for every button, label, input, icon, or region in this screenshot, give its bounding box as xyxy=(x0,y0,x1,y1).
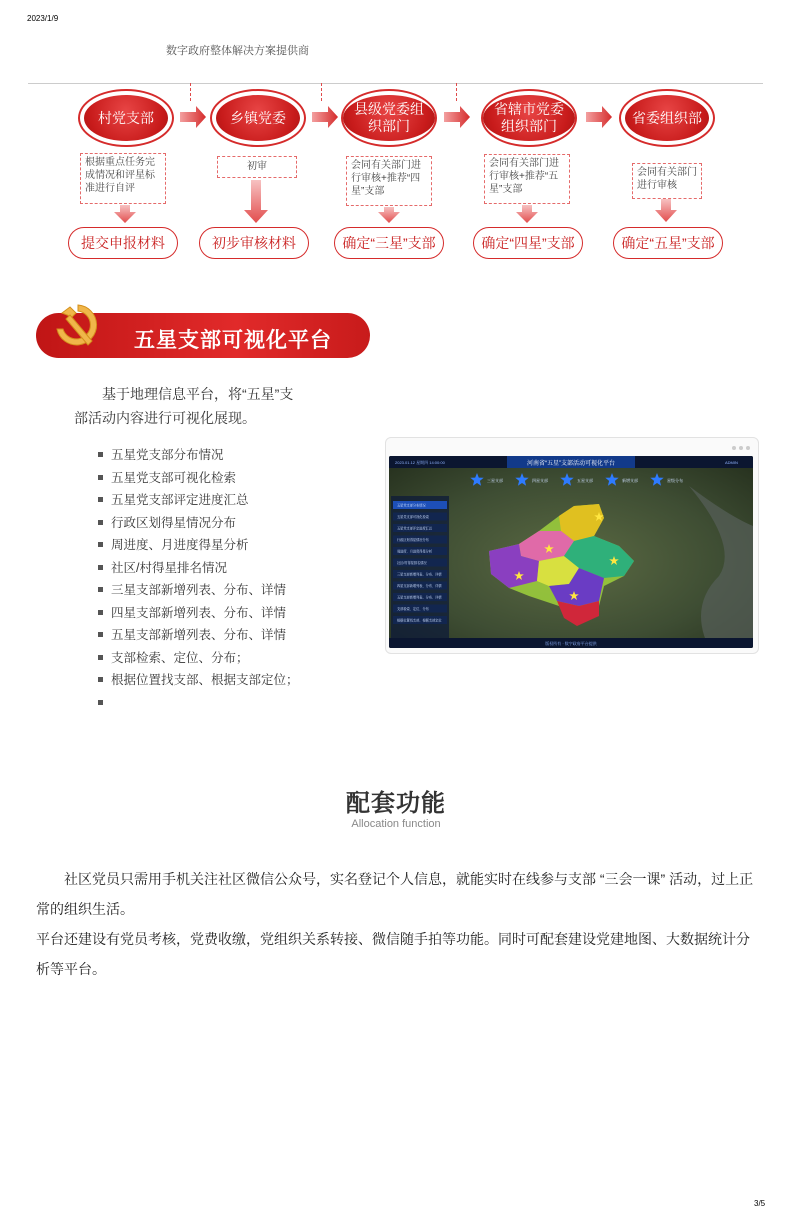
right-arrow-icon xyxy=(180,106,206,128)
star-label: 新增支部 xyxy=(622,478,638,483)
stage-result-4: 确定“四星”支部 xyxy=(473,227,583,259)
print-date: 2023/1/9 xyxy=(27,14,59,23)
screenshot-menu-label: 根据位置找支部、根据支部定位 xyxy=(397,618,442,623)
hammer-sickle-icon xyxy=(48,299,104,355)
screenshot-menu-label: 五星党支部分布情况 xyxy=(397,503,426,508)
platform-screenshot xyxy=(389,456,753,648)
feature-list-item: 五星党支部可视化检索 xyxy=(98,469,299,492)
stage-label: 村党支部 xyxy=(84,95,168,141)
section2-paragraph-2: 平台还建设有党员考核，党费收缴，党组织关系转接、微信随手拍等功能。同时可配套建设党建地图、大数据统计分析等平台。 xyxy=(36,931,750,977)
feature-list-item: 五星党支部分布情况 xyxy=(98,446,299,469)
down-arrow-icon xyxy=(244,180,268,223)
feature-list-item: 行政区划得星情况分布 xyxy=(98,514,299,537)
screenshot-menu-label: 四星支部新增列表、分布、详情 xyxy=(397,584,442,588)
window-dots-icon xyxy=(732,446,750,450)
section-intro: 基于地理信息平台，将“五星”支部活动内容进行可视化展现。 xyxy=(74,386,294,426)
screenshot-menu-label: 社区/村得星排名情况 xyxy=(397,561,427,565)
star-label: 三星支部 xyxy=(487,478,503,483)
feature-list-item: 支部检索、定位、分布； xyxy=(98,649,299,672)
right-arrow-icon xyxy=(444,106,470,128)
down-arrow-icon xyxy=(516,205,538,223)
map-image xyxy=(389,456,753,648)
star-label: 五星支部 xyxy=(577,478,593,483)
flow-arrows xyxy=(0,0,792,260)
right-arrow-icon xyxy=(312,106,338,128)
star-label: 四星支部 xyxy=(532,478,548,483)
down-arrow-icon xyxy=(655,199,677,222)
feature-list-item xyxy=(98,694,299,717)
page-number: 3/5 xyxy=(754,1199,766,1208)
stage-label: 省委组织部 xyxy=(625,95,709,141)
star-label: 星级分布 xyxy=(667,478,683,483)
stage-result-1: 提交申报材料 xyxy=(68,227,178,259)
screenshot-menu-label: 五星党支部可视化检索 xyxy=(397,515,429,519)
stage-note-1: 根据重点任务完成情况和评星标准进行自评 xyxy=(80,153,166,204)
stage-note-4: 会同有关部门进行审核+推荐“五星”支部 xyxy=(484,154,570,204)
screenshot-topbar-left: 2023.01.12 星期四 14:00:00 xyxy=(395,460,445,465)
feature-list-item: 五星支部新增列表、分布、详情 xyxy=(98,626,299,649)
screenshot-footer: 版权所有 · 数字政府平台提供 xyxy=(545,641,597,646)
screenshot-menu-label: 周进度、月进度得星分析 xyxy=(397,549,433,554)
stage-note-3: 会同有关部门进行审核+推荐“四星”支部 xyxy=(346,156,432,206)
stage-note-5: 会同有关部门进行审核 xyxy=(632,163,702,199)
screenshot-menu-label: 三星支部新增列表、分布、详情 xyxy=(397,572,442,577)
feature-list-item: 五星党支部评定进度汇总 xyxy=(98,491,299,514)
screenshot-menu xyxy=(393,501,447,624)
feature-list xyxy=(98,446,299,716)
feature-list-item: 三星支部新增列表、分布、详情 xyxy=(98,581,299,604)
section2-title: 配套功能 xyxy=(346,790,446,817)
screenshot-menu-label: 行政区划得星情况分布 xyxy=(397,538,429,542)
down-arrow-icon xyxy=(378,207,400,223)
stage-result-3: 确定“三星”支部 xyxy=(334,227,444,259)
feature-list-item: 社区/村得星排名情况 xyxy=(98,559,299,582)
stage-note-2: 初审 xyxy=(217,156,297,178)
right-arrow-icon xyxy=(586,106,612,128)
screenshot-title: 河南省“五星”支部活动可视化平台 xyxy=(527,461,615,467)
screenshot-menu-label: 支部检索、定位、分布 xyxy=(397,607,429,611)
feature-list-item: 根据位置找支部、根据支部定位； xyxy=(98,671,299,694)
company-tagline: 数字政府整体解决方案提供商 xyxy=(166,45,309,57)
section2-subtitle: Allocation function xyxy=(351,818,441,830)
stage-result-2: 初步审核材料 xyxy=(199,227,309,259)
stage-label: 乡镇党委 xyxy=(216,95,300,141)
feature-list-item: 四星支部新增列表、分布、详情 xyxy=(98,604,299,627)
stage-result-5: 确定“五星”支部 xyxy=(613,227,723,259)
feature-list-item: 周进度、月进度得星分析 xyxy=(98,536,299,559)
screenshot-topbar-right: ADMIN xyxy=(725,460,738,465)
stage-label: 省辖市党委组织部门 xyxy=(483,95,575,141)
screenshot-menu-label: 五星党支部评定进度汇总 xyxy=(397,526,433,531)
down-arrow-icon xyxy=(114,205,136,223)
section2-paragraph-1: 社区党员只需用手机关注社区微信公众号，实名登记个人信息，就能实时在线参与支部 “三会一课” 活动，过上正常的组织生活。 xyxy=(36,871,754,917)
section-title: 五星支部可视化平台 xyxy=(134,329,332,352)
stage-label: 县级党委组织部门 xyxy=(343,95,435,141)
screenshot-menu-label: 五星支部新增列表、分布、详情 xyxy=(397,595,442,600)
